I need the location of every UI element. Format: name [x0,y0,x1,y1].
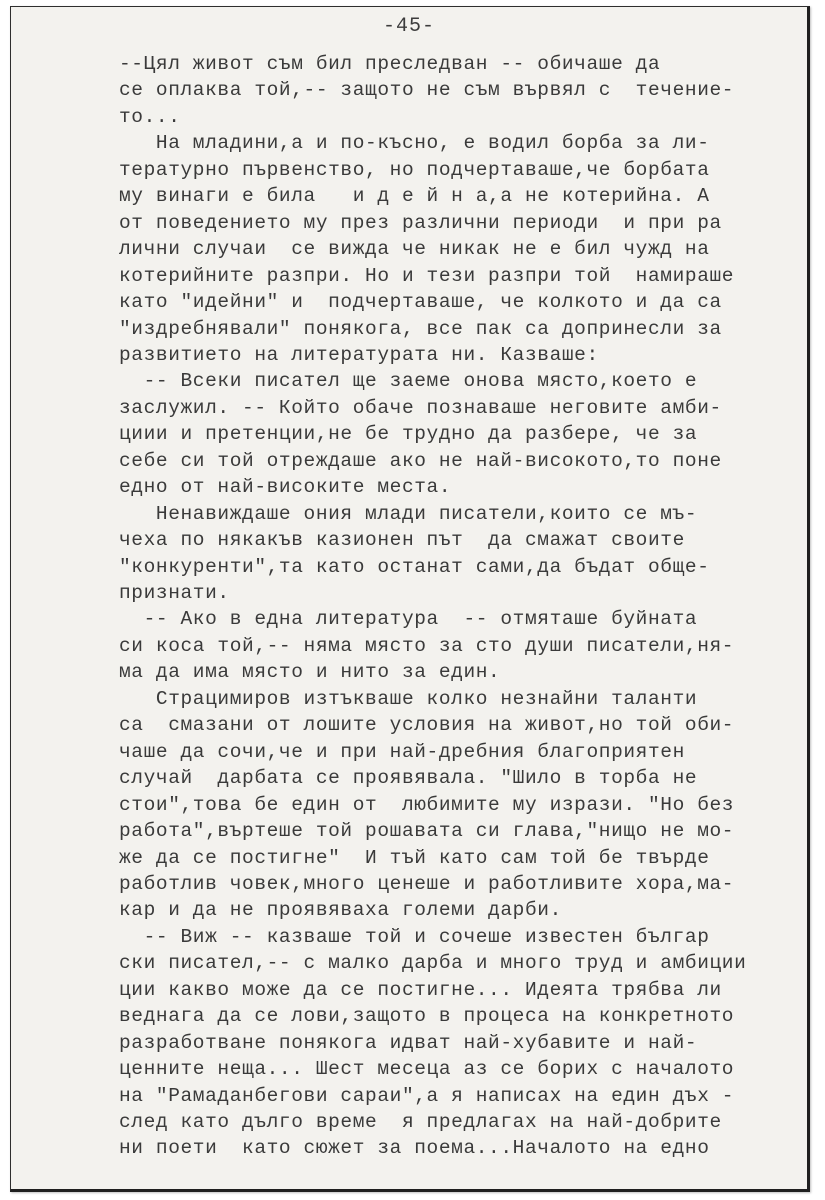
text-line: работа",въртеше той рошавата си глава,"нищо не мо- [119,820,735,843]
text-line: чеха по някакъв казионен път да смажат своите [119,529,685,552]
text-line: случай дарбата се проявявала. "Шило в торба не [119,767,698,790]
text-line: Страцимиров изтъкваше колко незнайни таланти [119,687,698,710]
text-line: като "идейни" и подчертаваше, че колкото и да са [119,291,722,314]
text-line: же да се постигне" И тъй като сам той бе твърде [119,846,710,869]
text-line: ма да има място и нито за един. [119,661,501,684]
text-line: кар и да не проявяваха големи дарби. [119,899,562,922]
text-line: "конкуренти",та като останат сами,да бъдат обще- [119,555,710,578]
text-line: -- Ако в една литература -- отмяташе буйната [119,608,698,631]
text-line: Ненавиждаше ония млади писатели,които се мъ- [119,502,698,525]
text-line: котерийните разпри. Но и тези разпри той намираше [119,264,735,287]
text-line: стои",това бе един от любимите му изрази. "Но без [119,793,735,816]
text-line: ски писател,-- с малко дарба и много труд и амбиции [119,952,747,975]
text-line: от поведението му през различни периоди и при ра [119,211,722,234]
text-line: работлив човек,много ценеше и работливите хора,ма- [119,872,735,895]
text-line: циии и претенции,не бе трудно да разбере, че за [119,423,698,446]
text-line: -- Всеки писател ще заеме онова място,което е [119,370,698,393]
text-line: са смазани от лошите условия на живот,но той оби- [119,714,735,737]
text-line: разработване понякога идват най-хубавите и най- [119,1031,698,1054]
text-line: след като дълго време я предлагах на най-добрите [119,1111,722,1133]
text-line: ценните неща... Шест месеца аз се борих с началото [119,1058,735,1081]
typed-page [10,6,810,1192]
text-line: На младини,а и по-късно, е водил борба за ли- [119,132,710,155]
text-line: признати. [119,582,230,604]
text-line: заслужил. -- Който обаче познаваше неговите амби- [119,396,722,419]
page-number: -45- [382,15,435,38]
text-line: развитието на литературата ни. Казваше: [119,343,599,366]
text-line: ни поети като сюжет за поема...Началото на едно [119,1137,710,1160]
text-line: себе си той отреждаше ако не най-високото,то поне [119,449,722,472]
text-line: --Цял живот съм бил преследван -- обичаше да [119,53,661,75]
text-line: си коса той,-- няма място за сто души писатели,ня- [119,634,735,657]
text-line: на "Рамаданбегови сараи",а я написах на един дъх - [119,1084,735,1107]
text-line: тературно първенство, но подчертаваше,че борбата [119,158,710,181]
text-block [11,7,807,1189]
text-line: веднага да се лови,защото в процеса на конкретното [119,1005,735,1028]
text-line: "издребнявали" понякога, все пак са допринесли за [119,317,722,340]
text-line: се оплаква той,-- защото не съм вървял с течение- [119,79,735,102]
text-line: то... [119,105,181,128]
text-line: лични случаи се вижда че никак не е бил чужд на [119,238,710,261]
text-line: чаше да сочи,че и при най-дребния благоприятен [119,740,685,763]
text-line: -- Виж -- казваше той и сочеше известен българ [119,925,710,948]
text-line: ции какво може да се постигне... Идеята трябва ли [119,978,722,1001]
text-line: му винаги е била и д е й н а,а не котерийна. А [119,185,710,208]
text-line: едно от най-високите места. [119,476,452,499]
